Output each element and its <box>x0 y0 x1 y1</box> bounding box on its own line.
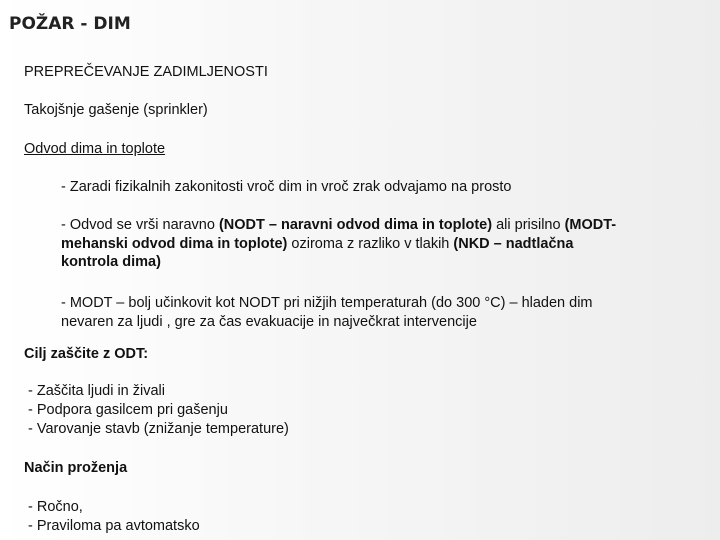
heading-protection-goal: Cilj zaščite z ODT: <box>24 346 149 362</box>
bullet-exhaust-modt-start: (MODT- <box>564 217 617 233</box>
heading-smoke-prevention: PREPREČEVANJE ZADIMLJENOSTI <box>24 64 268 80</box>
bullet-exhaust-text-2: ali prisilno <box>492 217 565 233</box>
bullet-exhaust-nodt: (NODT – naravni odvod dima in toplote) <box>218 217 493 233</box>
goals-list <box>28 382 289 439</box>
list-item: - Zaščita ljudi in živali <box>28 383 165 399</box>
bullet-modt-line-2: nevaren za ljudi , gre za čas evakuacije in največkrat intervencije <box>61 313 477 330</box>
heading-smoke-heat-exhaust: Odvod dima in toplote <box>24 141 166 157</box>
bullet-exhaust-nkd-end: kontrola dima) <box>61 254 161 270</box>
list-item: - Ročno, <box>28 499 83 515</box>
list-item: - Praviloma pa avtomatsko <box>28 518 200 534</box>
heading-trigger-method: Način proženja <box>24 460 128 476</box>
bullet-modt-efficiency <box>61 294 691 331</box>
list-item: - Varovanje stavb (znižanje temperature) <box>28 421 289 437</box>
bullet-exhaust-text-3: oziroma z razliko v tlakih <box>287 235 454 252</box>
heading-immediate-extinguishing: Takojšnje gašenje (sprinkler) <box>24 102 208 118</box>
bullet-exhaust-nkd-start: (NKD – nadtlačna <box>453 235 574 252</box>
bullet-modt-line-1: - MODT – bolj učinkovit kot NODT pri nižjih temperaturah (do 300 °C) – hladen dim <box>61 295 593 311</box>
slide-title: POŽAR - DIM <box>9 14 131 34</box>
bullet-exhaust-text-1: - Odvod se vrši naravno <box>61 217 219 233</box>
bullet-exhaust-modt-end: mehanski odvod dima in toplote) <box>61 235 288 252</box>
bullet-physics: - Zaradi fizikalnih zakonitosti vroč dim in vroč zrak odvajamo na prosto <box>61 179 512 195</box>
list-item: - Podpora gasilcem pri gašenju <box>28 402 228 418</box>
trigger-list <box>28 498 200 536</box>
bullet-exhaust-types <box>61 216 691 272</box>
